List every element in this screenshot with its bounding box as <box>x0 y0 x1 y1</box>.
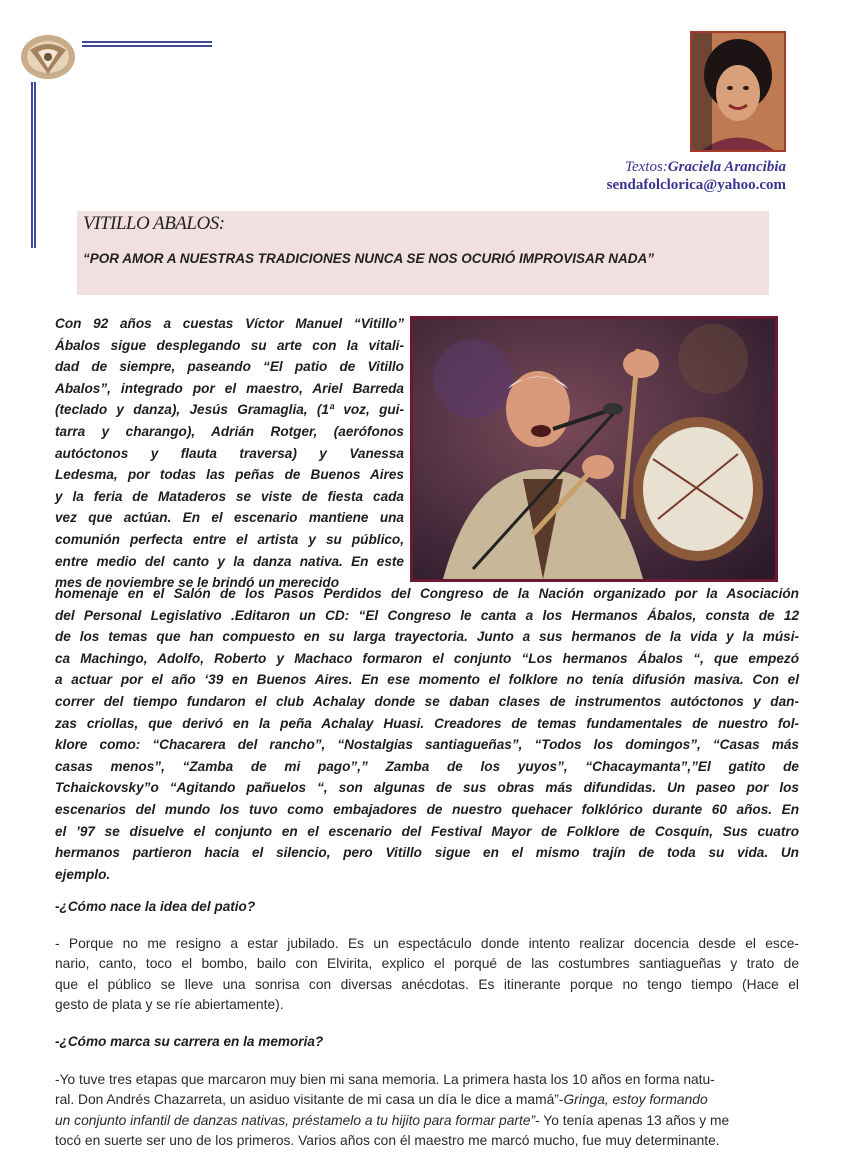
decorative-vertical-line <box>31 82 36 248</box>
intro-line: a actuar por el año ‘39 en Buenos Aires. En ese momento el folklore no tenía difusión masiva. Con el <box>55 672 799 688</box>
credit-label: Textos: <box>625 159 668 175</box>
decorative-double-line <box>82 41 212 47</box>
answer-1-line: gesto de plata y se ríe abiertamente). <box>55 997 284 1013</box>
answer-1-line: - Porque no me resigno a estar jubilado. Es un espectáculo donde intento realizar docencia desde el esce- <box>55 936 799 951</box>
article-subtitle: “POR AMOR A NUESTRAS TRADICIONES NUNCA SE NOS OCURIÓ IMPROVISAR NADA” <box>83 251 655 266</box>
intro-line: casas menos”, “Zamba de mi pago”,” Zamba de los yuyos”, “Chacaymanta”,”El gatito de <box>55 758 799 774</box>
intro-line: ejemplo. <box>55 866 111 882</box>
intro-line: ca Machingo, Adolfo, Roberto y Machaco formaron el conjunto “Los hermanos Ábalos “, que empezó <box>55 650 799 666</box>
intro-text-column <box>55 313 404 594</box>
intro-line: hermanos partieron hacia el silencio, pero Vitillo sigue en el mismo trajín de toda su vida. Un <box>55 845 799 861</box>
author-credit <box>607 158 786 194</box>
intro-line: autóctonos y flauta traversa) y Vanessa <box>55 445 404 461</box>
intro-line: dad de siempre, paseando “El patio de Vitillo <box>55 359 404 375</box>
question-2: -¿Cómo marca su carrera en la memoria? <box>55 1034 324 1049</box>
intro-line: de los temas que han compuesto en su larga trayectoria. Junto a sus hermanos de la vida y la músi- <box>55 629 799 645</box>
article-title: VITILLO ABALOS: <box>83 213 225 234</box>
intro-line: Con 92 años a cuestas Víctor Manuel “Vitillo” <box>55 316 404 331</box>
intro-line: klore como: “Chacarera del rancho”, “Nostalgias santiagueñas”, “Todos los domingos”, “Casas más <box>55 737 799 753</box>
intro-line: Ledesma, por todas las peñas de Buenos Aires <box>55 467 404 483</box>
intro-line: mes de noviembre se le brindó un merecido <box>55 575 340 591</box>
answer-2-line: un conjunto infantil de danzas nativas, préstamelo a tu hijito para formar parte”- Yo tenía apenas 13 años y me <box>55 1112 730 1128</box>
answer-1 <box>55 934 799 1016</box>
intro-text-full <box>55 583 799 885</box>
intro-line: Abalos”, integrado por el maestro, Ariel Barreda <box>55 380 404 396</box>
intro-line: comunión perfecta entre el artista y su público, <box>55 531 404 547</box>
answer-1-line: nario, canto, toco el bombo, bailo con Elvirita, explico el porqué de las costumbres santiagueñas y trato de <box>55 956 799 972</box>
author-name: Graciela Arancibia <box>667 159 786 175</box>
main-photo <box>410 316 778 582</box>
intro-line: el ’97 se disuelve el conjunto en el escenario del Festival Mayor de Folklore de Cosquín, Sus cuatro <box>55 823 799 839</box>
intro-line: correr del tiempo fundaron el club Achalay donde se daban clases de instrumentos autóctonos y dan- <box>55 693 799 709</box>
intro-line: (teclado y danza), Jesús Gramaglia, (1ª voz, gui- <box>55 402 404 418</box>
intro-line: Ábalos sigue desplegando su arte con la vitali- <box>55 337 404 353</box>
answer-2-line: ral. Don Andrés Chazarreta, un asiduo visitante de mi casa un día le dice a mamá”-Gringa, estoy formando <box>55 1092 708 1108</box>
intro-line: homenaje en el Salón de los Pasos Perdidos del Congreso de la Nación organizado por la Asociación <box>55 586 799 601</box>
intro-line: y la feria de Mataderos se viste de fiesta cada <box>55 488 404 504</box>
intro-line: zas criollas, que derivó en la peña Achalay Huasi. Creadores de temas fundamentales de nuestro fol- <box>55 715 799 731</box>
intro-line: Tchaickovsky”o “Agitando pañuelos “, son algunas de sus obras más difundidas. Un paseo por los <box>55 780 799 796</box>
intro-line: del Personal Legislativo .Editaron un CD: “El Congreso le canta a los Hermanos Ábalos, consta de 12 <box>55 607 799 623</box>
author-photo <box>690 31 786 152</box>
author-email: sendafolclorica@yahoo.com <box>606 177 786 193</box>
intro-line: entre medio del canto y la danza nativa. En este <box>55 553 404 569</box>
seed-ornament-icon <box>18 30 78 82</box>
intro-line: vez que actúan. En el escenario mantiene una <box>55 510 404 526</box>
question-1: -¿Cómo nace la idea del patio? <box>55 899 256 914</box>
answer-2 <box>55 1070 799 1152</box>
headline-box <box>77 211 769 295</box>
answer-1-line: que el público se lleve una sonrisa con diversas anécdotas. Es itinerante porque no tengo tiempo (Hace el <box>55 976 799 992</box>
intro-line: tarra y charango), Adrián Rotger, (aerófonos <box>55 423 404 439</box>
answer-2-line: tocó en suerte ser uno de los primeros. Varios años con él maestro me marcó mucho, fue muy determinante. <box>55 1133 720 1149</box>
intro-line: escenarios del mundo los tuvo como embajadores de nuestro quehacer folklórico durante 60 años. En <box>55 801 799 817</box>
answer-2-line: -Yo tuve tres etapas que marcaron muy bien mi sana memoria. La primera hasta los 10 años en forma natu- <box>55 1072 715 1087</box>
